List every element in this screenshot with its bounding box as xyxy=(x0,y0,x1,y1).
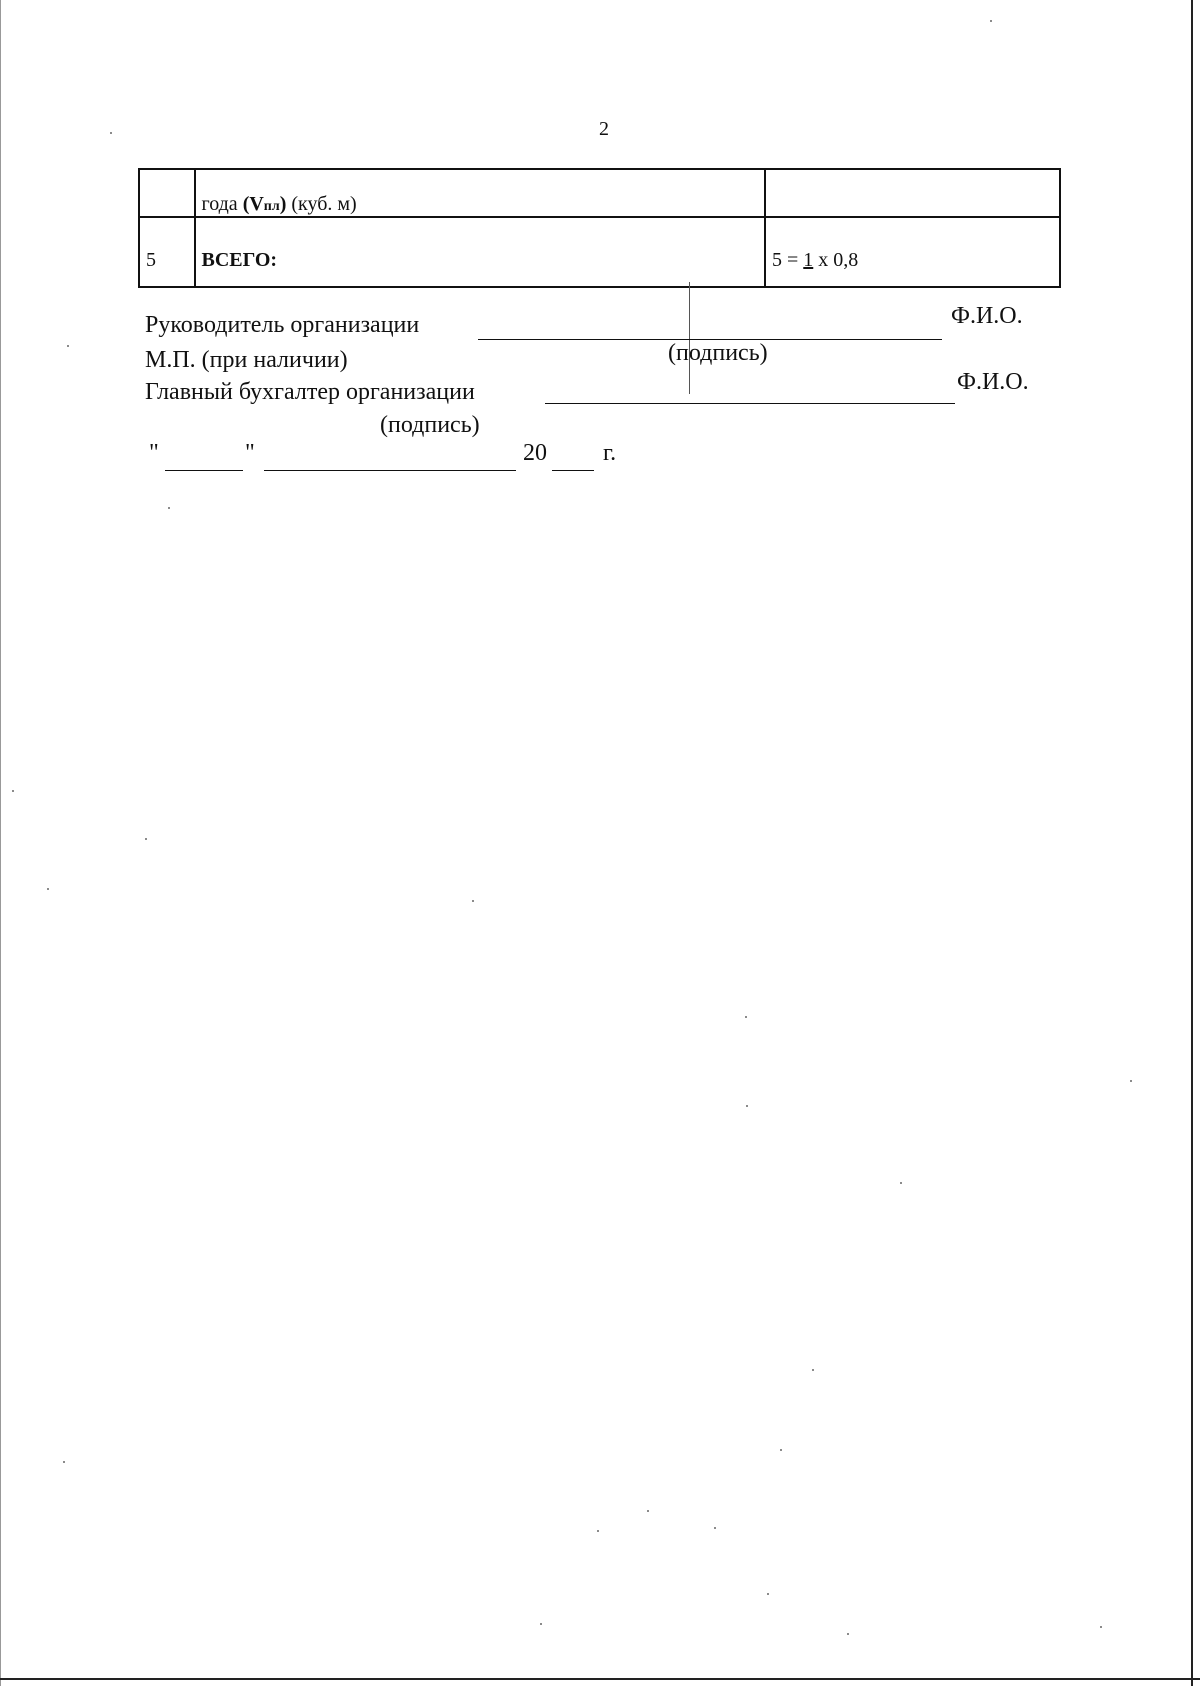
date-year-line xyxy=(552,470,594,471)
scan-speck xyxy=(472,900,474,902)
signature-caption-2: (подпись) xyxy=(380,412,480,438)
row-name-cell xyxy=(195,169,765,217)
signature-caption-1: (подпись) xyxy=(668,340,768,366)
scan-speck xyxy=(647,1510,649,1512)
formula-ref: 1 xyxy=(803,249,814,271)
scan-speck xyxy=(780,1449,782,1451)
scan-speck xyxy=(597,1530,599,1532)
scan-speck xyxy=(67,345,69,347)
row-unit: (куб. м) xyxy=(286,193,357,215)
date-quote-open: " xyxy=(149,440,159,466)
date-year-suffix: г. xyxy=(603,440,617,466)
scan-speck xyxy=(847,1633,849,1635)
scan-speck xyxy=(168,507,170,509)
formula-suffix: x 0,8 xyxy=(813,249,859,271)
page-number: 2 xyxy=(599,118,609,140)
row-name-text: года xyxy=(201,193,243,215)
formula-prefix: 5 = xyxy=(771,249,804,271)
total-label-cell: ВСЕГО: xyxy=(195,217,765,287)
accountant-fio: Ф.И.О. xyxy=(957,369,1029,395)
volume-symbol-close: ) xyxy=(279,193,287,215)
scan-speck xyxy=(145,838,147,840)
table-row xyxy=(139,169,1060,217)
volume-symbol-subscript: пл xyxy=(263,199,280,214)
date-day-line xyxy=(165,470,243,471)
scan-vertical-mark xyxy=(689,282,690,394)
table-row-total xyxy=(139,217,1060,287)
scan-speck xyxy=(746,1105,748,1107)
date-year-prefix: 20 xyxy=(523,440,547,466)
row-value-cell xyxy=(765,169,1060,217)
head-label: Руководитель организации xyxy=(145,312,420,338)
page-bottom-edge xyxy=(0,1678,1200,1680)
scan-speck xyxy=(12,790,14,792)
scan-speck xyxy=(990,20,992,22)
date-month-line xyxy=(264,470,516,471)
stamp-label: М.П. (при наличии) xyxy=(145,347,348,373)
row-number-cell: 5 xyxy=(139,217,195,287)
scan-speck xyxy=(1100,1626,1102,1628)
scan-speck xyxy=(714,1527,716,1529)
accountant-label: Главный бухгалтер организации xyxy=(145,379,475,405)
scan-speck xyxy=(812,1369,814,1371)
scan-speck xyxy=(1130,1080,1132,1082)
volume-symbol: (V xyxy=(242,193,264,215)
accountant-signature-line xyxy=(545,403,955,404)
scan-speck xyxy=(900,1182,902,1184)
page-left-edge xyxy=(0,0,1,1686)
total-formula-cell xyxy=(765,217,1060,287)
row-number-cell xyxy=(139,169,195,217)
scan-speck xyxy=(540,1623,542,1625)
head-fio: Ф.И.О. xyxy=(951,303,1023,329)
page-right-edge xyxy=(1191,0,1193,1686)
data-table xyxy=(138,168,1061,288)
scan-speck xyxy=(63,1461,65,1463)
scan-speck xyxy=(745,1016,747,1018)
scan-speck xyxy=(110,132,112,134)
date-quote-close: " xyxy=(245,440,255,466)
scan-speck xyxy=(767,1593,769,1595)
scan-speck xyxy=(47,888,49,890)
